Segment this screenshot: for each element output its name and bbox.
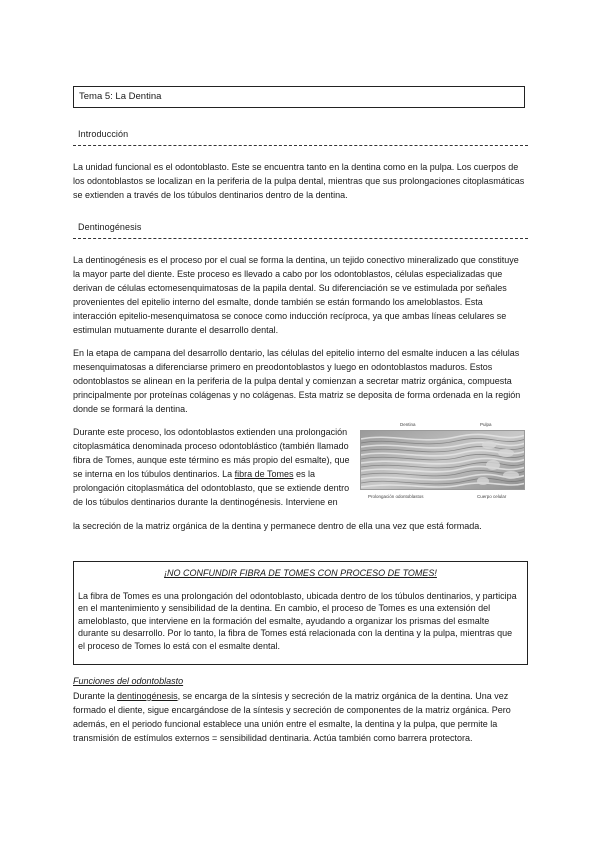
dentinogenesis-paragraph-1: La dentinogénesis es el proceso por el cual se forma la dentina, un tejido conectivo mineralizado que constituye la mayor parte del diente. Este proceso es llevado a cabo por los odontoblastos, células especializadas que derivan de células ectomesenquimatosas de la papila dental. Su diferenciación se ve estimulada por señales provenientes del epitelio interno del esmalte, donde también se están formando los ameloblastos. Esta interacción epitelio-mesenquimatosa se conoce como inducción recíproca, ya que ambas líneas celulares se estimulan mutuamente durante el desarrollo dental. bbox=[73, 255, 519, 336]
micrograph-image bbox=[360, 430, 525, 490]
funciones-paragraph bbox=[73, 689, 528, 745]
paragraph-3-text-a: Durante este proceso, los odontoblastos extienden una prolongación citoplasmática denominada proceso odontoblástico (también llamado fibra de Tomes, aunque este término es más propio del esmalte), que se interna en los túbulos dentinarios. La bbox=[73, 427, 350, 480]
figure-label-dentina: Dentina bbox=[400, 422, 416, 427]
funciones-text-a: Durante la bbox=[73, 691, 118, 701]
intro-paragraph: La unidad funcional es el odontoblasto. Este se encuentra tanto en la dentina como en la pulpa. Los cuerpos de los odontoblastos se localizan en la periferia de la pulpa dental, mientras que sus prolongaciones citoplasmáticas se extienden a través de los túbulos dentinarios dentro de la dentina. bbox=[73, 162, 525, 201]
intro-heading: Introducción bbox=[78, 129, 129, 139]
warning-note-title: ¡NO CONFUNDIR FIBRA DE TOMES CON PROCESO DE TOMES! bbox=[164, 568, 437, 578]
odontoblast-micrograph bbox=[360, 422, 525, 504]
dentinogenesis-heading: Dentinogénesis bbox=[78, 222, 142, 232]
micrograph-texture bbox=[361, 431, 525, 490]
dentinogenesis-paragraph-3-continued: la secreción de la matriz orgánica de la dentina y permanece dentro de ella una vez que está formada. bbox=[73, 521, 482, 531]
funciones-heading: Funciones del odontoblasto bbox=[73, 676, 184, 686]
fibra-de-tomes-link[interactable]: fibra de Tomes bbox=[234, 469, 294, 480]
topic-title-box bbox=[73, 86, 525, 108]
warning-note-box bbox=[73, 561, 528, 665]
dentinogenesis-link[interactable]: dentinogénesis bbox=[117, 691, 178, 701]
figure-caption-cuerpo: Cuerpo celular bbox=[477, 494, 507, 499]
dentinogenesis-paragraph-3 bbox=[73, 425, 353, 510]
topic-title: Tema 5: La Dentina bbox=[79, 91, 162, 102]
paragraph-3-text-b: es la prolongación citoplasmática del odontoblasto, que se extiende dentro de los túbulos dentinarios durante la dentinogénesis. Interviene en bbox=[73, 469, 350, 508]
dentinogenesis-paragraph-2: En la etapa de campana del desarrollo dentario, las células del epitelio interno del esmalte inducen a las células mesenquimatosas a diferenciarse primero en preodontoblastos y luego en odontoblastos maduros. Estos odontoblastos se alinean en la periferia de la pulpa dental y comienzan a secretar matriz orgánica, compuesta principalmente por proteínas colágenas y no colágenas. Esta matriz se deposita de forma ordenada en la región donde se formará la dentina. bbox=[73, 348, 521, 415]
dentinogenesis-divider bbox=[73, 238, 528, 239]
warning-note-text: La fibra de Tomes es una prolongación del odontoblasto, ubicada dentro de los túbulos dentinarios, y participa en el mantenimiento y sensibilidad de la dentina. En cambio, el proceso de Tomes es una extensión del ameloblasto, que interviene en la formación del esmalte, ayudando a organizar los prismas del esmalte durante su desarrollo. Por lo tanto, la fibra de Tomes está relacionada con la dentina y la pulpa, mientras que el proceso de Tomes lo está con el esmalte dental. bbox=[78, 591, 517, 651]
intro-divider bbox=[73, 145, 528, 146]
figure-caption-prolongacion: Prolongación odontoblastos bbox=[368, 494, 424, 499]
figure-label-pulpa: Pulpa bbox=[480, 422, 492, 427]
funciones-text-b: , se encarga de la síntesis y secreción de la matriz orgánica de la dentina. Una vez formado el diente, sigue encargándose de la síntesis y secreción de componentes de la matriz orgánica. Pero además, en el periodo funcional establece una unión entre el esmalte, la dentina y la pulpa, que permite la transmisión de estímulos externos = sensibilidad dentinaria. Actúa también como barrera protectora. bbox=[73, 691, 511, 744]
